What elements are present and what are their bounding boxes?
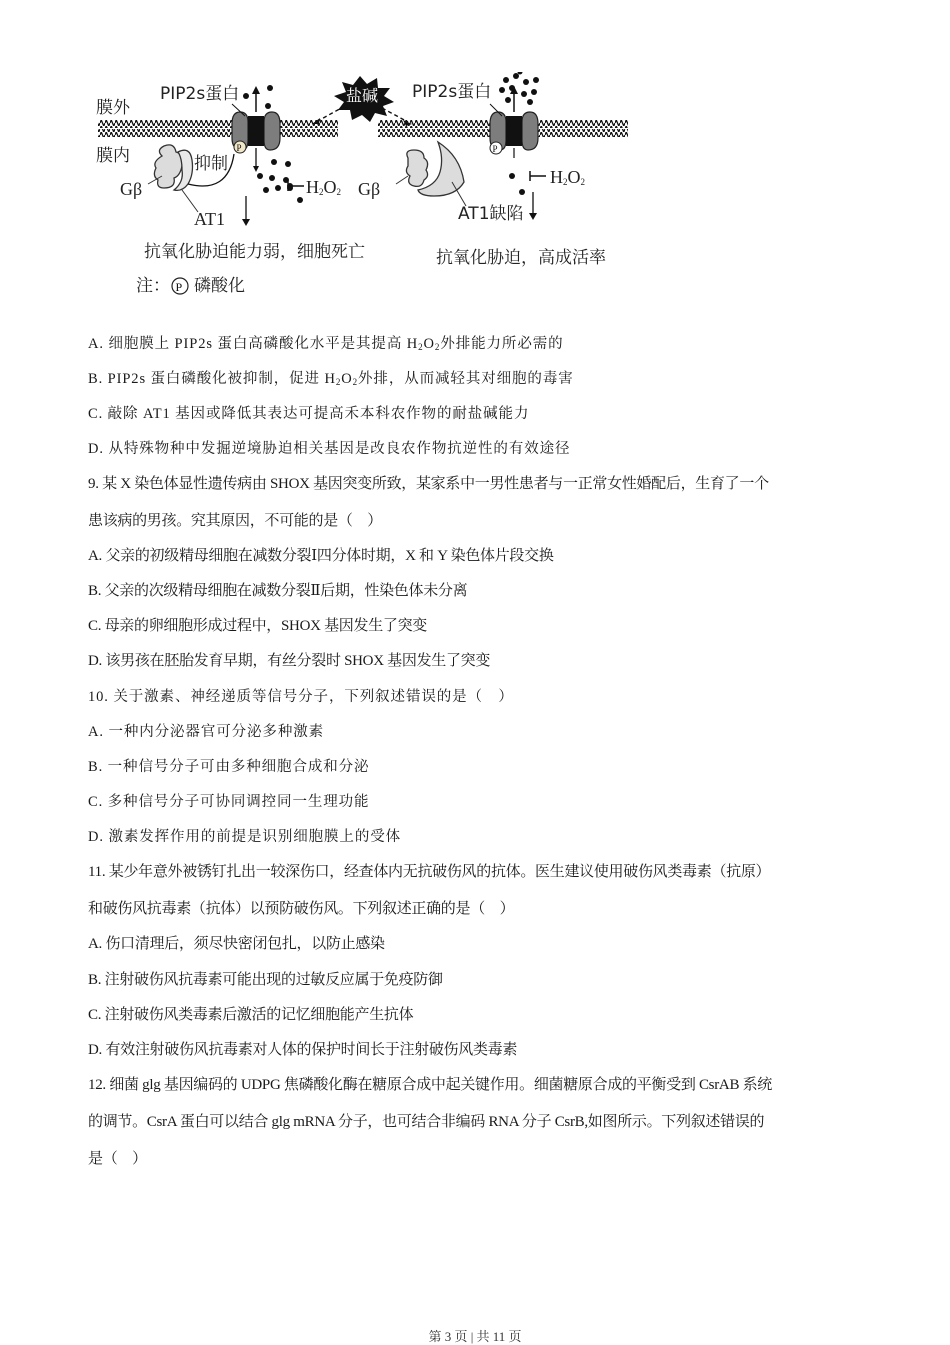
note-phosphorylation-text: 磷酸化 xyxy=(194,276,245,296)
label-gbeta-right: Gβ xyxy=(358,179,381,199)
label-pip2s-protein-left: PIP2s蛋白 xyxy=(160,84,240,104)
q11-option-d: D. 有效注射破伤风抗毒素对人体的保护时间长于注射破伤风类毒素 xyxy=(88,1042,518,1058)
result-right-text: 抗氧化胁迫，高成活率 xyxy=(436,248,606,268)
label-outside-membrane: 膜外 xyxy=(96,98,130,118)
chem-h2o2: $H_2O_2$ xyxy=(324,371,359,387)
label-at1-deficient: AT1缺陷 xyxy=(458,204,524,224)
note-label: 注： xyxy=(136,276,170,296)
q8-option-b: B. PIP2s 蛋白磷酸化被抑制，促进 $H_2O_2$外排，从而减轻其对细胞的毒害 xyxy=(88,371,574,387)
q12-stem-line2: 的调节。CsrA 蛋白可以结合 glg mRNA 分子，也可结合非编码 RNA 分子 CsrB,如图所示。下列叙述错误的 xyxy=(88,1114,765,1130)
q10-option-a: A. 一种内分泌器官可分泌多种激素 xyxy=(88,724,325,740)
q9-option-a: A. 父亲的初级精母细胞在减数分裂Ⅰ四分体时期，X 和 Y 染色体片段交换 xyxy=(88,548,554,564)
page-footer: 第 3 页 | 共 11 页 xyxy=(428,1329,522,1344)
q9-option-c: C. 母亲的卵细胞形成过程中，SHOX 基因发生了突变 xyxy=(88,618,428,634)
q9-stem-line2: 患该病的男孩。究其原因，不可能的是（ ） xyxy=(88,513,383,529)
q11-option-a: A. 伤口清理后，须尽快密闭包扎，以防止感染 xyxy=(88,936,385,952)
at1-gbeta-complex-right-icon xyxy=(396,142,466,206)
q9-option-d: D. 该男孩在胚胎发育早期，有丝分裂时 SHOX 基因发生了突变 xyxy=(88,653,491,669)
label-pip2s-protein-right: PIP2s蛋白 xyxy=(412,82,492,102)
label-h2o2-right: $H_2O_2$ xyxy=(550,167,585,187)
label-inhibit: 抑制 xyxy=(194,154,228,174)
label-at1: AT1 xyxy=(194,209,225,229)
q11-stem-line1: 11. 某少年意外被锈钉扎出一较深伤口，经查体内无抗破伤风的抗体。医生建议使用破伤风类毒素（抗原） xyxy=(88,864,771,880)
pip2s-channel-right-icon xyxy=(490,86,538,158)
q8-option-a: A. 细胞膜上 PIP2s 蛋白高磷酸化水平是其提高 $H_2O_2$外排能力所必需的 xyxy=(88,336,564,352)
q10-stem-line1: 10. 关于激素、神经递质等信号分子，下列叙述错误的是（ ） xyxy=(88,689,514,705)
q12-stem-line1: 12. 细菌 glg 基因编码的 UDPG 焦磷酸化酶在糖原合成中起关键作用。细菌糖原合成的平衡受到 CsrAB 系统 xyxy=(88,1077,772,1093)
chem-h2o2: $H_2O_2$ xyxy=(406,336,441,352)
q8-option-d: D. 从特殊物种中发掘逆境胁迫相关基因是改良农作物抗逆性的有效途径 xyxy=(88,441,571,457)
label-salt-alkali: 盐碱 xyxy=(346,86,379,105)
q9-stem-line1: 9. 某 X 染色体显性遗传病由 SHOX 基因突变所致，某家系中一男性患者与一正常女性婚配后，生育了一个 xyxy=(88,476,769,492)
q10-option-b: B. 一种信号分子可由多种细胞合成和分泌 xyxy=(88,759,370,775)
membrane-left xyxy=(98,120,338,137)
label-gbeta-left: Gβ xyxy=(120,179,143,199)
q12-stem-line3: 是（ ） xyxy=(88,1151,147,1167)
membrane-diagram xyxy=(90,72,640,302)
q10-option-c: C. 多种信号分子可协同调控同一生理功能 xyxy=(88,794,370,810)
result-left-text: 抗氧化胁迫能力弱，细胞死亡 xyxy=(144,242,365,262)
label-h2o2-left: $H_2O_2$ xyxy=(306,177,341,197)
svg-text:P: P xyxy=(236,143,242,153)
q11-option-b: B. 注射破伤风抗毒素可能出现的过敏反应属于免疫防御 xyxy=(88,972,443,988)
q11-stem-line2: 和破伤风抗毒素（抗体）以预防破伤风。下列叙述正确的是（ ） xyxy=(88,901,515,917)
q9-option-b: B. 父亲的次级精母细胞在减数分裂Ⅱ后期，性染色体未分离 xyxy=(88,583,468,599)
q10-option-d: D. 激素发挥作用的前提是识别细胞膜上的受体 xyxy=(88,829,402,845)
q8-option-c: C. 敲除 AT1 基因或降低其表达可提高禾本科农作物的耐盐碱能力 xyxy=(88,406,530,422)
svg-text:P: P xyxy=(175,280,183,294)
label-inside-membrane: 膜内 xyxy=(96,146,130,166)
svg-text:P: P xyxy=(492,144,498,154)
q11-option-c: C. 注射破伤风类毒素后激活的记忆细胞能产生抗体 xyxy=(88,1007,414,1023)
